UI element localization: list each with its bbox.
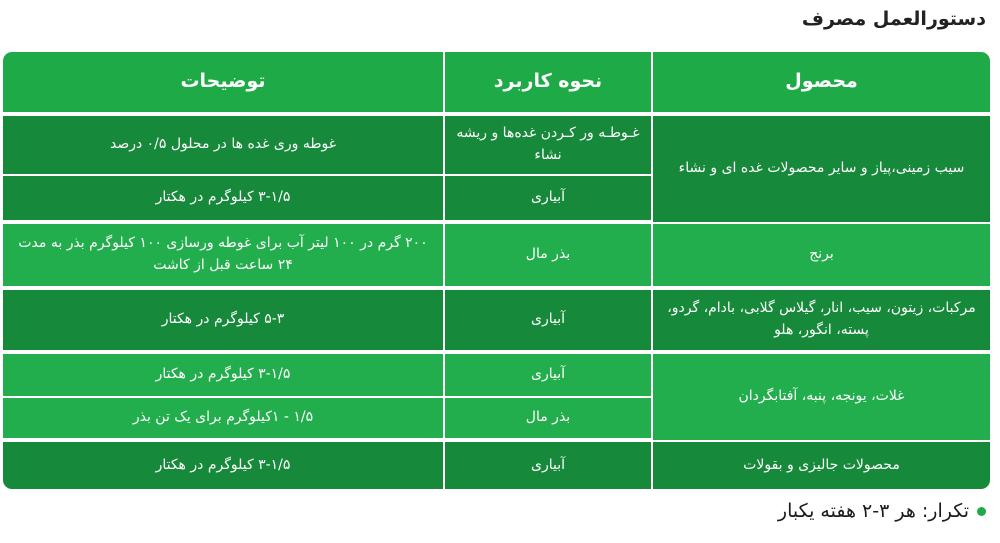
- repeat-note-text: تکرار: هر ۳-۲ هفته یکبار: [777, 500, 969, 522]
- product-cell: مرکبات، زیتون، سیب، انار، گیلاس گلابی، بادام، گردو، پسته، انگور، هلو: [651, 290, 990, 354]
- usage-table: [3, 52, 990, 489]
- notes-cell: غوطه وری غده ها در محلول ۰/۵ درصد: [3, 116, 443, 176]
- table-row: [3, 116, 990, 176]
- page-title: دستورالعمل مصرف: [801, 8, 986, 30]
- notes-cell: ۲۰۰ گرم در ۱۰۰ لیتر آب برای غوطه ورسازی ۱۰۰ کیلوگرم بذر به مدت ۲۴ ساعت قبل از کاشت: [3, 224, 443, 290]
- method-cell: آبیاری: [443, 290, 651, 354]
- table-row: [3, 442, 990, 489]
- product-cell: سیب زمینی،پیاز و سایر محصولات غده ای و نشاء: [651, 116, 990, 224]
- table-row: [3, 354, 990, 398]
- method-cell: آبیاری: [443, 354, 651, 398]
- method-cell: غـوطـه ور کـردن غده‌ها و ریشه نشاء: [443, 116, 651, 176]
- bullet-icon: [977, 507, 986, 516]
- table-row: [3, 224, 990, 290]
- repeat-note: [778, 500, 986, 522]
- notes-cell: ۳-۱/۵ کیلوگرم در هکتار: [3, 354, 443, 398]
- method-cell: آبیاری: [443, 176, 651, 224]
- product-cell: محصولات جالیزی و بقولات: [651, 442, 990, 489]
- notes-cell: ۱/۵ - ۱کیلوگرم برای یک تن بذر: [3, 398, 443, 442]
- header-row: [3, 52, 990, 116]
- header-method: نحوه کاربرد: [443, 52, 651, 116]
- notes-cell: ۵-۳ کیلوگرم در هکتار: [3, 290, 443, 354]
- notes-cell: ۳-۱/۵ کیلوگرم در هکتار: [3, 442, 443, 489]
- product-cell: غلات، یونجه، پنبه، آفتابگردان: [651, 354, 990, 442]
- table-row: [3, 290, 990, 354]
- method-cell: بذر مال: [443, 398, 651, 442]
- notes-cell: ۳-۱/۵ کیلوگرم در هکتار: [3, 176, 443, 224]
- product-cell: برنج: [651, 224, 990, 290]
- header-product: محصول: [651, 52, 990, 116]
- method-cell: بذر مال: [443, 224, 651, 290]
- method-cell: آبیاری: [443, 442, 651, 489]
- header-notes: توضیحات: [3, 52, 443, 116]
